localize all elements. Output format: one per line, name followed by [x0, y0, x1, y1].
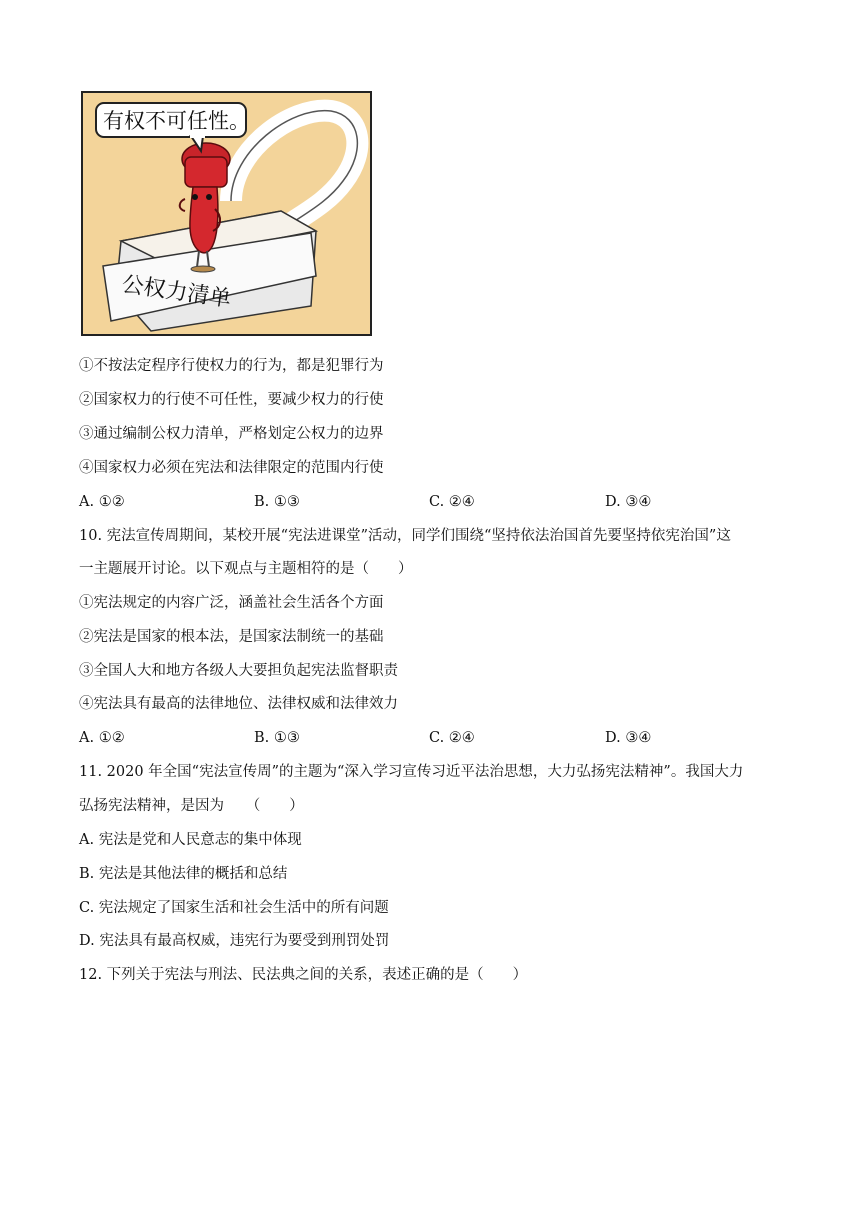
q9-statement-3: ③通过编制公权力清单，严格划定公权力的边界: [79, 426, 384, 442]
q11-option-d[interactable]: D. 宪法具有最高权威，违宪行为要受到刑罚处罚: [79, 933, 390, 949]
ribbon-label: 公权力清单: [120, 272, 233, 313]
q9-option-b[interactable]: B. ①③: [254, 494, 300, 510]
q12-stem: 12. 下列关于宪法与刑法、民法典之间的关系，表述正确的是（ ）: [79, 967, 528, 983]
q9-option-c[interactable]: C. ②④: [429, 494, 475, 510]
q9-statement-4: ④国家权力必须在宪法和法律限定的范围内行使: [79, 460, 384, 476]
q10-option-a[interactable]: A. ①②: [79, 730, 125, 746]
q9-statement-1: ①不按法定程序行使权力的行为，都是犯罪行为: [79, 358, 384, 374]
q10-statement-3: ③全国人大和地方各级人大要担负起宪法监督职责: [79, 663, 398, 679]
q11-stem-line-1: 11. 2020 年全国“宪法宣传周”的主题为“深入学习宣传习近平法治思想，大力弘扬宪法精神”。我国大力: [79, 764, 744, 780]
cartoon-illustration: [81, 91, 372, 336]
q10-option-d[interactable]: D. ③④: [605, 730, 652, 746]
q10-stem-line-2: 一主题展开讨论。以下观点与主题相符的是（ ）: [79, 561, 413, 577]
q10-option-c[interactable]: C. ②④: [429, 730, 475, 746]
q10-stem-line-1: 10. 宪法宣传周期间，某校开展“宪法进课堂”活动，同学们围绕“坚持依法治国首先要坚持依宪治国”这: [79, 528, 731, 544]
q11-option-b[interactable]: B. 宪法是其他法律的概括和总结: [79, 866, 288, 882]
q10-statement-1: ①宪法规定的内容广泛，涵盖社会生活各个方面: [79, 595, 384, 611]
q9-option-a[interactable]: A. ①②: [79, 494, 125, 510]
speech-text: 有权不可任性。: [103, 109, 250, 133]
q11-stem-line-2: 弘扬宪法精神，是因为 （ ）: [79, 798, 304, 814]
q9-option-d[interactable]: D. ③④: [605, 494, 652, 510]
q10-option-b[interactable]: B. ①③: [254, 730, 300, 746]
q10-statement-2: ②宪法是国家的根本法，是国家法制统一的基础: [79, 629, 384, 645]
q11-option-a[interactable]: A. 宪法是党和人民意志的集中体现: [79, 832, 302, 848]
q11-option-c[interactable]: C. 宪法规定了国家生活和社会生活中的所有问题: [79, 900, 389, 916]
q10-statement-4: ④宪法具有最高的法律地位、法律权威和法律效力: [79, 696, 398, 712]
q9-statement-2: ②国家权力的行使不可任性，要减少权力的行使: [79, 392, 384, 408]
